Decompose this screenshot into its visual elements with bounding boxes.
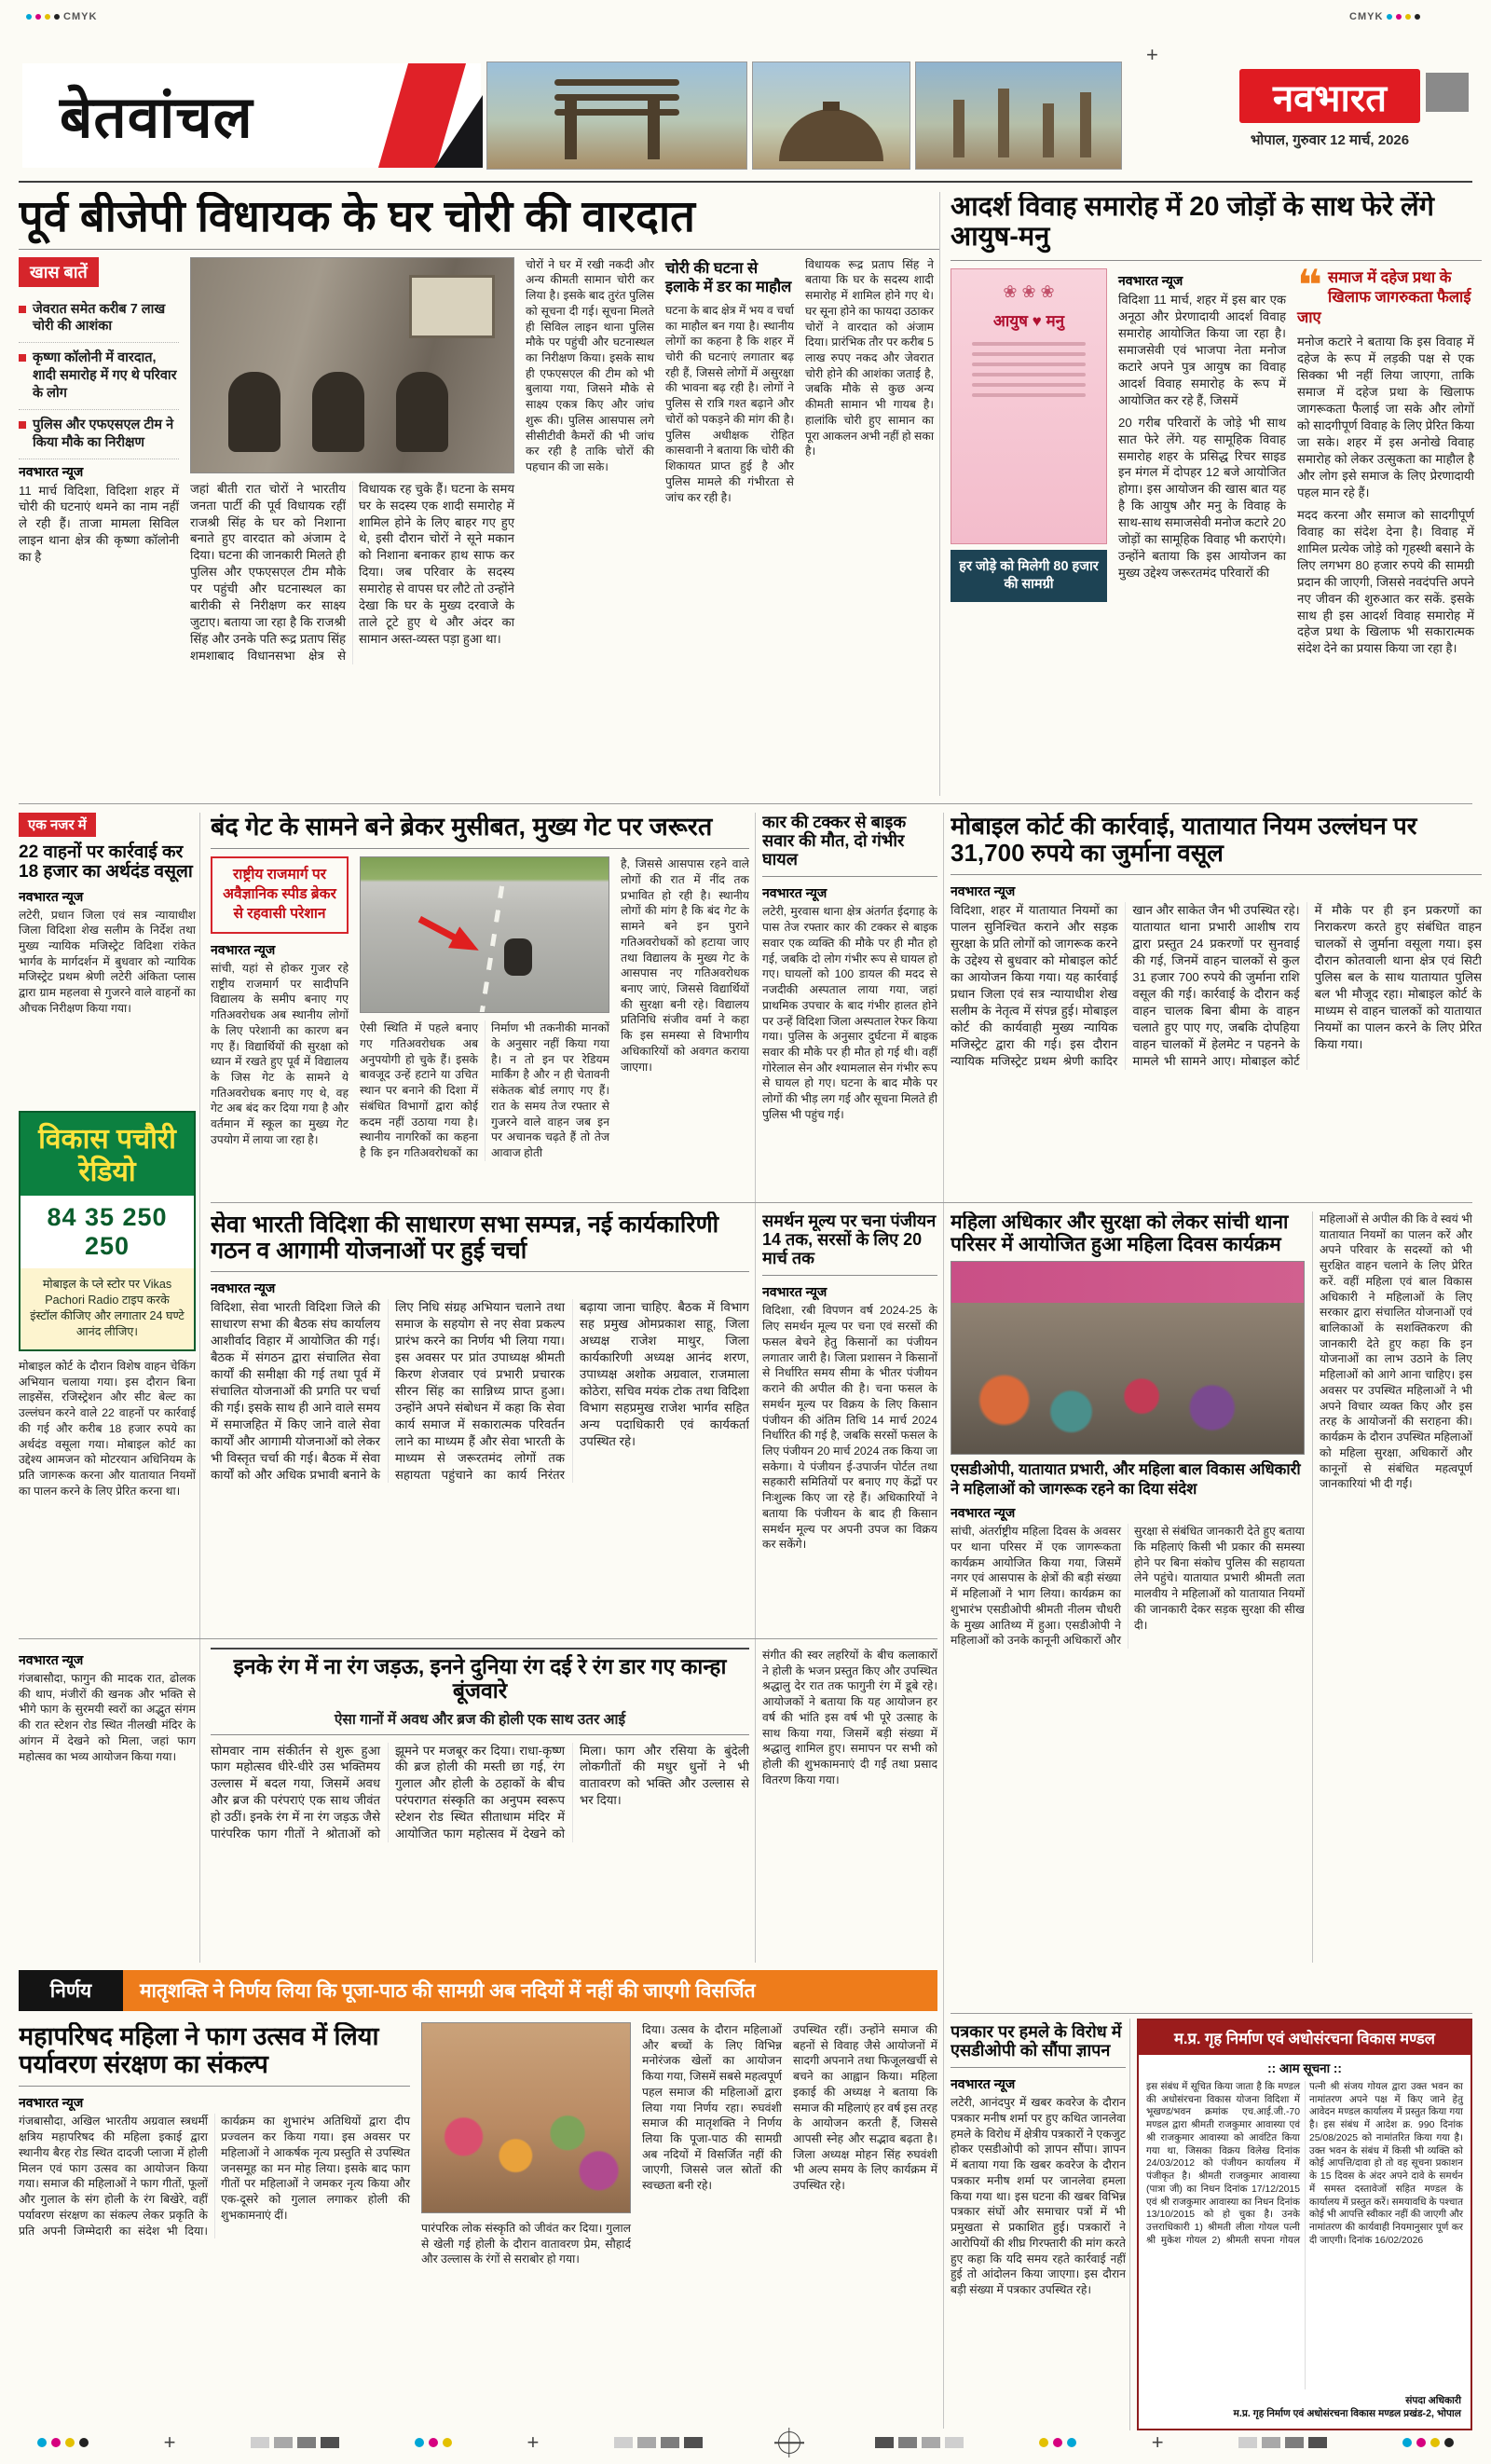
edition-nameplate [22,63,481,168]
masthead-photo-stupa-dome [752,62,910,170]
notice-box [1137,2019,1472,2430]
black-dot-icon [79,2438,89,2447]
card-text-line-shape [972,393,1086,397]
yellow-dot-icon [45,14,50,20]
bullet-marker-icon [19,421,26,429]
gray-scale-group [251,2437,339,2448]
column-divider [943,813,944,2429]
gray-patch-icon [1285,2437,1304,2448]
highlight-item [19,410,179,459]
rule [211,1202,1472,1203]
patrakar-headline: पत्रकार पर हमले के विरोध में एसडीओपी को सौंपा ज्ञापन [951,2022,1122,2060]
gray-patch-icon [898,2437,917,2448]
article-body-columns: गंजबासौदा, अखिल भारतीय अग्रवाल स्त्रधर्मी क्षत्रिय महापरिषद की महिला इकाई द्वारा स्थानीय बैरह रोड स्थित दादजी प्लाजा में होली मिलन एवं फाग उत्सव का आयोजन किया गया। समाज की महिलाओं ने फाग गीतों, फूलों और गुलाल के संग होली के रंग बिखेरे, वहीं पर्यावरण संरक्षण का संकल्प लेकर प्रकृति के प्रति अपनी जिम्मेदारी का संदेश भी दिया। कार्यक्रम का शुभारंभ अतिथियों द्वारा दीप प्रज्वलन कर किया गया। इस अवसर पर महिलाओं ने आकर्षक नृत्य प्रस्तुति से उपस्थित जनसमूह का मन मोह लिया। इसके बाद फाग गीतों पर महिलाओं ने जमकर नृत्य किया और एक-दूसरे को गुलाल लगाकर होली की शुभकामनाएं दीं। [19,2115,410,2238]
article-body-column: घटना के बाद क्षेत्र में भय व चर्चा का माहौल बन गया है। स्थानीय लोगों का कहना है कि शहर में चोरी की घटनाएं लगातार बढ़ रही हैं, जिससे लोगों में असुरक्षा की भावना बढ़ रही है। लोगों ने पुलिस से रात्रि गश्त बढ़ाने और चोरों को पकड़ने की मांग की है। पुलिस अधीक्षक रोहित कासवानी ने बताया कि चोरी की शिकायत प्राप्त हुई है और पुलिस मामले की गंभीरता से जांच कर रही है। [665,303,794,504]
article-mahila-diwas [951,1211,1305,1963]
gray-patch-icon [661,2437,679,2448]
ad-title: विकास पचौरी रेडियो [38,1124,176,1187]
article-mahaparishad [19,2022,937,2429]
bullet-marker-icon [19,354,26,362]
ruin-pillar-icon [953,100,964,157]
nirnay-bar [19,1970,937,2011]
byline: नवभारत न्यूज [951,2076,1016,2092]
byline: नवभारत न्यूज [19,1652,84,1667]
article-phag-left-column [19,1648,196,1963]
column-divider [939,192,940,796]
highlights-box [19,257,179,664]
magenta-dot-icon [1396,14,1402,20]
stupa-finial-icon [823,102,840,111]
wedding-invitation-card [951,268,1107,544]
article-body-column: 20 गरीब परिवारों के जोड़े भी साथ सात फेरे लेंगे. यह सामूहिक विवाह समारोह शहर के प्रसिद्ध रिचर साइड इन मंगल में दोपहर 12 बजे आयोजित होगा। इस आयोजन की खास बात यह है कि आयुष और मनु के विवाह के साथ-साथ समाजसेवी मनोज कटारे 20 जोड़ों का सामूहिक विवाह भी कराएंगे। उन्होंने बताया कि इस आयोजन का मुख्य उद्देश्य जरूरतमंद परिवारों की [1118,415,1286,581]
fold-mark-icon: + [1146,43,1158,66]
article-theft-main [19,192,939,796]
byline: नवभारत न्यूज [1118,272,1183,288]
rule [19,249,939,250]
print-color-bar [37,2430,1454,2455]
card-text-line-shape [972,383,1086,387]
article-body-column: मोबाइल कोर्ट के दौरान विशेष वाहन चेकिंग अभियान चलाया गया। इस दौरान बिना लाइसेंस, रजिस्ट्रेशन और सीट बेल्ट का उल्लंघन करने वाले 22 वाहनों पर कार्रवाई की गई और करीब 18 हजार रुपये का अर्थदंड वसूला गया। मोबाइल कोर्ट का उद्देश्य आमजन को मोटरयान अधिनियम के प्रति जागरूक करना और यातायात नियमों का पालन करने के लिए प्रेरित करना था। [19,1360,196,1498]
yellow-dot-icon [65,2438,75,2447]
print-registration-mark-top-right [1349,11,1420,22]
notice-signatory-title: संपदा अधिकारी [1405,2395,1461,2407]
reg-label: CMYK [63,11,98,22]
cyan-dot-icon [1402,2438,1412,2447]
mobile-court-headline: मोबाइल कोर्ट की कार्रवाई, यातायात नियम उल्लंघन पर 31,700 रुपये का जुर्माना वसूल [951,813,1417,868]
section-label: एक नजर में [19,813,96,837]
ad-description: मोबाइल के प्ले स्टोर पर Vikas Pachori Radio टाइप करके इंस्टॉल कीजिए और लगातार 24 घण्टे आनंद लीजिए। [21,1268,194,1349]
article-intro: 11 मार्च विदिशा, विदिशा शहर में चोरी की घटनाएं थमने का नाम नहीं ले रही हैं। ताजा मामला सिविल लाइन थाना क्षेत्र की कृष्णा कॉलोनी का है [19,483,179,565]
print-registration-mark-top-left [26,11,97,22]
article-body-column: गंजबासौदा, फागुन की मादक रात, ढोलक की थाप, मंजीरों की खनक और भक्ति से भीगे फाग के सुरमयी स्वरों का अद्भुत संगम की रात स्टेशन रोड स्थित नीलखी मंदिर के आंगन में देखने को मिला, जहां फाग महोत्सव का भव्य आयोजन किया गया। [19,1672,196,1763]
paper-logo [1239,69,1420,123]
color-dot-group [415,2438,452,2447]
photo-window-shape [409,275,495,338]
ad-box [19,1111,196,1351]
article-body-column: विधायक रूद्र प्रताप सिंह ने बताया कि घर के सदस्य शादी समारोह में शामिल होने गए थे। घर सूना होने का फायदा उठाकर चोरों ने वारदात को अंजाम दिया। प्रारंभिक तौर पर करीब 5 लाख रुपए नकद और जेवरात चोरी होने की आशंका जताई है, जबकि मौके से कुछ अन्य कीमती सामान भी गायब है। हालांकि चोरी हुए सामान का पूरा आकलन अभी नहीं हो सका है। [805,257,934,459]
notice-header: म.प्र. गृह निर्माण एवं अधोसंरचना विकास मण्डल [1139,2020,1470,2055]
card-text-line-shape [972,342,1086,346]
photo-person-shape [228,372,280,452]
gray-patch-icon [922,2437,940,2448]
phag-subhead: ऐसा गानों में अवध और ब्रज की होली एक साथ उतर आई [334,1711,626,1728]
gray-patch-icon [321,2437,339,2448]
rule [762,1275,937,1276]
byline: नवभारत न्यूज [951,1505,1016,1521]
article-text-column [665,257,794,664]
article-body-columns: विदिशा, सेवा भारती विदिशा जिले की साधारण सभा की बैठक संघ कार्यालय आशीर्वाद विहार में आयोजित की गई। बैठक में संगठन द्वारा संचालित सेवा कार्यों की समीक्षा की गई तथा पूर्व में संचालित योजनाओं की प्रगति पर चर्चा की गई। इसके साथ ही आने वाले समय में समाजहित में किए जाने वाले सेवा कार्यों और आगामी योजनाओं को लेकर भी विस्तृत चर्चा की गई। बैठक में सेवा कार्यों को और अधिक प्रभावी बनाने के लिए निधि संग्रह अभियान चलाने तथा समाज के सहयोग से नए सेवा प्रकल्प प्रारंभ करने का निर्णय भी लिया गया। इस अवसर पर प्रांत उपाध्यक्ष श्रीमती किरण शेजवार एवं प्रभारी प्रचारक सीरन सिंह का सान्निध्य प्राप्त हुआ। उन्होंने अपने संबोधन में कहा कि सेवा कार्य समाज में सकारात्मक परिवर्तन लाने का माध्यम हैं और सेवा भारती के माध्यम से जरूरतमंद लोगों तक सहायता पहुंचाने का कार्य निरंतर बढ़ाया जाना चाहिए. बैठक में विभाग सह प्रमुख ओमप्रकाश साहू, जिला अध्यक्ष राजेश माथुर, जिला कार्यकारिणी अध्यक्ष आनंद शरण, उपाध्यक्ष अशोक अग्रवाल, राजमाला कोठेरा, सचिव मयंक टोक तथा विदिशा विभाग सहप्रमुख राजेश भार्गव सहित अन्य पदाधिकारी एवं कार्यकर्ता उपस्थित रहे। [211,1300,749,1482]
article-body-column: विदिशा, रबी विपणन वर्ष 2024-25 के लिए समर्थन मूल्य पर चना एवं सरसों की फसल बेचने हेतु किसानों का पंजीयन लगातार जारी है। जिला प्रशासन ने किसानों से निर्धारित समय सीमा के भीतर पंजीयन कराने की अपील की है। चना फसल के समर्थन मूल्य पर विक्रय के लिए किसान पंजीयन की अंतिम तिथि 14 मार्च 2024 निर्धारित की गई है, जबकि सरसों फसल के लिए पंजीयन 20 मार्च 2024 तक किया जा सकेगा। ये पंजीयन ई-उपार्जन पोर्टल तथा सहकारी समितियों पर बनाए गए केंद्रों पर निःशुल्क किए जा रहे हैं। अधिकारियों ने बताया कि पंजीयन के बाद ही किसान समर्थन मूल्य पर अपनी उपज का विक्रय कर सकेंगे। [762,1304,937,1552]
fold-mark-icon: + [527,2430,540,2454]
article-subhead: एसडीओपी, यातायात प्रभारी, और महिला बाल विकास अधिकारी ने महिलाओं को जागरूक रहने का दिया संदेश [951,1461,1301,1498]
article-body-columns: सांची, अंतर्राष्ट्रीय महिला दिवस के अवसर पर थाना परिसर में एक जागरूकता कार्यक्रम आयोजित किया गया, जिसमें नगर एवं आसपास के क्षेत्रों की बड़ी संख्या में महिलाओं ने भाग लिया। कार्यक्रम का शुभारंभ एसडीओपी श्रीमती नीलम चौधरी के मुख्य आतिथ्य में हुआ। एसडीओपी ने महिलाओं को उनके कानूनी अधिकारों और सुरक्षा से संबंधित जानकारी देते हुए बताया कि महिलाएं किसी भी प्रकार की समस्या होने पर बिना संकोच पुलिस की सहायता लेने पहुंचे। यातायात प्रभारी श्रीमती लता मालवीय ने महिलाओं को यातायात नियमों की जानकारी देकर सड़क सुरक्षा की सीख दी। [951,1525,1305,1648]
column-divider [1129,2019,1130,2430]
article-text-column [526,257,654,664]
article-body-column: महिलाओं से अपील की कि वे स्वयं भी यातायात नियमों का पालन करें और अपने परिवार के सदस्यों को भी सुरक्षित वाहन चलाने के लिए प्रेरित करें. वहीं महिला एवं बाल विकास अधिकारी ने महिलाओं के लिए सरकार द्वारा संचालित योजनाओं एवं बालिकाओं के सशक्तिकरण की जानकारी देते हुए कहा कि इन योजनाओं का लाभ उठाने के लिए महिलाओं को आगे आना चाहिए। इस अवसर पर उपस्थित महिलाओं ने भी अपने विचार व्यक्त किए और इस तरह के आयोजनों की सराहना की। कार्यक्रम के दौरान उपस्थित महिलाओं को महिला सुरक्षा, अधिकारों और कानूनों से संबंधित महत्वपूर्ण जानकारियां भी दी गईं। [1320,1212,1472,1491]
article-body-column: है, जिससे आसपास रहने वाले लोगों की रात में नींद तक प्रभावित हो रही है। स्थानीय लोगों की मांग है कि बंद गेट के सामने बने इन पुराने गतिअवरोधकों को हटाया जाए तथा विद्यालय के मुख्य गेट के आसपास नए गतिअवरोधक बनाए जाएं, जिससे विद्यार्थियों की सुरक्षा बनी रहे। विद्यालय प्रतिनिधि संजीव वर्मा ने कहा कि इस समस्या से विभागीय अधिकारियों को अवगत कराया जाएगा। [621,857,749,1074]
gray-patch-icon [684,2437,703,2448]
article-seva-bharti [211,1211,749,1633]
mahaparishad-headline: महापरिषद महिला ने फाग उत्सव में लिया पर्यावरण संरक्षण का संकल्प [19,2022,379,2079]
cyan-dot-icon [415,2438,424,2447]
cyan-dot-icon [1067,2438,1076,2447]
byline: नवभारत न्यूज [762,1284,828,1300]
rule [951,2067,1126,2068]
column-divider [199,813,200,1963]
mahila-diwas-photo [951,1261,1305,1455]
gateway-beam-icon [554,79,678,86]
magenta-dot-icon [429,2438,438,2447]
stupa-dome-icon [779,109,883,161]
card-text-line-shape [972,363,1086,366]
article-car-accident [762,813,937,1195]
card-couple-names: आयुष ♥ मनु [992,311,1065,330]
highlights-label: खास बातें [19,257,99,287]
article-body-column: संगीत की स्वर लहरियों के बीच कलाकारों ने होली के भजन प्रस्तुत किए और उपस्थित श्रद्धालु देर रात तक फागुनी रंग में डूबे रहे। आयोजकों ने बताया कि यह आयोजन हर वर्ष की भांति इस वर्ष भी पूरे उत्साह के साथ किया गया, जिसमें बड़ी संख्या में श्रद्धालु शामिल हुए। समापन पर सभी को होली की शुभकामनाएं दी गईं तथा प्रसाद वितरण किया गया। [762,1649,937,1786]
yellow-dot-icon [443,2438,452,2447]
magenta-dot-icon [1053,2438,1062,2447]
article-body-column: मनोज कटारे ने बताया कि इस विवाह में दहेज के रूप में लड़की पक्ष से एक सिक्का भी नहीं लिया जाएगा, ताकि समाज में दहेज प्रथा के खिलाफ जागरूकता फैलाई जा सके और लोगों को सादगीपूर्ण विवाह के लिए प्रेरित किया जा सके। शहर में इस अनोखे विवाह समारोह को लेकर उत्सुकता का माहौल है और लोग इसे समाज के लिए प्रेरणादायी पहल मान रहे हैं। [1297,335,1474,500]
main-headline: पूर्व बीजेपी विधायक के घर चोरी की वारदात [19,192,695,240]
gray-patch-icon [637,2437,656,2448]
road-lane-marking-shape [479,886,504,1014]
article-text-column [642,2022,782,2267]
mahila-diwas-headline: महिला अधिकार और सुरक्षा को लेकर सांची थाना परिसर में आयोजित हुआ महिला दिवस कार्यक्रम [951,1211,1289,1255]
ruin-pillar-icon [1043,103,1054,157]
article-text-column [1118,268,1286,657]
gateway-pillar-icon [565,98,577,159]
byline: नवभारत न्यूज [19,888,84,904]
magenta-dot-icon [1416,2438,1426,2447]
yellow-dot-icon [1430,2438,1440,2447]
byline: नवभारत न्यूज [951,883,1016,899]
road-speed-breaker-photo [360,856,609,1013]
gray-patch-icon [1262,2437,1280,2448]
nirnay-text: मातृशक्ति ने निर्णय लिया कि पूजा-पाठ की सामग्री अब नदियों में नहीं की जाएगी विसर्जित [123,1970,937,2011]
article-kicker-column [211,856,349,1160]
ruin-pillar-icon [1080,92,1091,157]
article-body-column: ऐसी स्थिति में पहले बनाए गए गतिअवरोधक अब अनुपयोगी हो चुके हैं। इसके बावजूद उन्हें हटाने या उचित स्थान पर बनाने की दिशा में संबंधित विभागों द्वारा कोई कदम नहीं उठाया गया है। स्थानीय नागरिकों का कहना है कि इन गतिअवरोधकों का निर्माण भी तकनीकी मानकों के अनुसार नहीं किया गया है। न तो इन पर रेडियम मार्किंग है और न ही चेतावनी संकेतक बोर्ड लगाए गए हैं। रात के समय तेज रफ्तार से गुजरने वाले वाहन जब इन पर अचानक चढ़ते हैं तो तेज आवाज होती [360,1021,609,1159]
yellow-dot-icon [1039,2438,1048,2447]
article-phag-main [211,1648,749,1963]
article-body-column: मदद करना और समाज को सादगीपूर्ण विवाह का संदेश देना है। विवाह में शामिल प्रत्येक जोड़े को गृहस्थी बसाने के लिए लगभग 80 हजार रुपये की सामग्री प्रदान की जाएगी, जिससे नवदंपत्ति अपने नए जीवन की शुरुआत कर सकें. इसके साथ ही इस आदर्श विवाह समारोह में दहेज प्रथा के खिलाफ भी सकारात्मक संदेश देने का प्रयास किया जा रहा है। [1297,507,1474,656]
byline: नवभारत न्यूज [19,463,84,479]
article-mahila-diwas-continued [1320,1211,1472,1963]
magenta-dot-icon [35,14,41,20]
article-subhead: चोरी की घटना से इलाके में डर का माहौल [665,259,792,296]
card-ornament: ❀ ❀ ❀ [1003,281,1055,301]
notice-subheader: :: आम सूचना :: [1267,2061,1342,2075]
highlight-text: कृष्णा कॉलोनी में वारदात, शादी समारोह में गए थे परिवार के लोग [33,350,177,401]
black-dot-icon [54,14,60,20]
seva-bharti-headline: सेवा भारती विदिशा की साधारण सभा सम्पन्न, नई कार्यकारिणी गठन व आगामी योजनाओं पर हुई चर्चा [211,1211,719,1264]
event-banner-shape [951,1262,1304,1303]
article-body-column: उपस्थित रहीं। उन्होंने समाज की बहनों से विवाह जैसे आयोजनों में सादगी अपनाने तथा फिजूलखर्ची से बचने का आह्वान किया। महिला इकाई की अध्यक्ष ने बताया कि समाज की महिलाएं हर वर्ष इस तरह के आयोजन करती हैं, जिससे आपसी स्नेह और सद्भाव बढ़ता है। जिला अध्यक्ष मोहन सिंह रुघवंशी भी अल्प समय के लिए कार्यक्रम में उपस्थित रहे। [793,2023,937,2193]
msp-headline: समर्थन मूल्य पर चना पंजीयन 14 तक, सरसों के लिए 20 मार्च तक [762,1211,937,1268]
photo-person-shape [312,372,364,452]
article-mobile-court [951,813,1482,1195]
gateway-beam-icon [554,109,678,116]
speed-breaker-arrow-icon [414,909,485,962]
article-body-column: विदिशा 11 मार्च, शहर में इस बार एक अनूठा और प्रेरणादायी आदर्श विवाह समारोह आयोजित किया जा रहा है। समाजसेवी एवं भाजपा नेता मनोज कटारे अपने पुत्र आयुष का विवाह आदर्श विवाह समारोह के रूप में आयोजित कर रहे हैं, जिसमें [1118,292,1286,407]
magenta-dot-icon [51,2438,61,2447]
phag-headline-block [211,1648,749,1735]
rule [19,2086,410,2087]
registration-crosshair-icon [778,2431,800,2454]
highlight-item [19,294,179,344]
masthead-photo-ruins [915,62,1122,170]
highlight-item [19,343,179,410]
rule [762,876,937,877]
cyan-dot-icon [37,2438,47,2447]
article-body-column: पारंपरिक लोक संस्कृति को जीवंत कर दिया। गुलाल से खेली गई होली के दौरान वातावरण प्रेम, सौहार्द और उल्लास के रंगों से सराबोर हो गया। [421,2222,631,2266]
article-patrakar-protest [951,2022,1126,2429]
wedding-card-column [951,268,1107,657]
byline: नवभारत न्यूज [19,2095,84,2111]
highlight-text: पुलिस और एफएसएल टीम ने किया मौके का निरीक्षण [33,417,174,450]
print-density-box [1426,73,1469,112]
byline: नवभारत न्यूज [762,885,828,901]
article-speed-breaker [211,813,749,1195]
breaker-headline: बंद गेट के सामने बने ब्रेकर मुसीबत, मुख्य गेट पर जरूरत [211,813,713,841]
bullet-marker-icon [19,306,26,313]
gray-patch-icon [297,2437,316,2448]
quote-mark-icon: ❝ [1297,260,1322,309]
article-ek-nazar-continued [19,1359,196,1635]
black-dot-icon [1444,2438,1454,2447]
gray-patch-icon [1308,2437,1327,2448]
article-adarsh-vivah [951,192,1482,796]
ruin-pillar-icon [998,89,1009,157]
article-body-column: लटेरी, प्रधान जिला एवं सत्र न्यायाधीश जिला विदिशा शेख सलीम के निर्देश तथा मुख्य न्यायिक मजिस्ट्रेट विदिशा रांकेत भार्गव के मार्गदर्शन में बुधवार को न्यायिक मजिस्ट्रेट प्रथम श्रेणी लटेरी अंकिता प्लास द्वारा ग्राम महलवा से गुजरने वाले वाहनों का औचक निरीक्षण किया गया। [19,908,196,1015]
article-msp-registration [762,1211,937,1633]
article-text-column [621,856,749,1160]
article-phag-side-column [762,1648,937,1963]
article-body-column: जहां बीती रात चोरों ने भारतीय जनता पार्टी की पूर्व विधायक रहीं राजश्री सिंह के घर को निशाना बनाते हुए वारदात को अंजाम दे दिया। घटना की जानकारी मिलते ही पुलिस और एफएसएल टीम मौके पर पहुंची और घटनास्थल का बारीकी से निरीक्षण कर साक्ष्य जुटाए। बताया जा रहा है कि राजश्री सिंह और उनके पति रूद्र प्रताप सिंह शमशाबाद विधानसभा क्षेत्र से विधायक रह चुके हैं। घटना के समय घर के सदस्य एक शादी समारोह में शामिल होने के लिए बाहर गए हुए थे, इसी दौरान चोरों ने सूने मकान को निशाना बनाकर हाथ साफ कर दिया। जब परिवार के सदस्य समारोह से वापस घर लौटे तो उन्होंने देखा कि घर के मुख्य दरवाजे के ताले टूटे हुए थे और अंदर का सामान अस्त-व्यस्त पड़ा हुआ था। [190,481,514,664]
nameplate-black-triangle [434,95,483,168]
accident-headline: कार की टक्कर से बाइक सवार की मौत, दो गंभीर घायल [762,813,907,869]
notice-signature [1139,2391,1470,2429]
gateway-pillar-icon [648,98,660,159]
notice-signatory-org: म.प्र. गृह निर्माण एवं अधोसंरचना विकास मण्डल प्रखंड-2, भोपाल [1233,2408,1461,2420]
edition-dateline: भोपाल, गुरुवार 12 मार्च, 2026 [1250,132,1410,148]
color-dot-group [1402,2438,1454,2447]
masthead-photo-strip [486,62,1128,170]
rule [19,1638,937,1639]
theft-story-photo [190,257,514,473]
byline: नवभारत न्यूज [211,942,276,957]
card-text-line-shape [972,352,1086,356]
edition-title: बेतवांचल [60,86,253,150]
article-text-column [805,257,934,664]
nirnay-label: निर्णय [19,1970,123,2011]
gray-patch-icon [875,2437,894,2448]
gray-scale-group [875,2437,964,2448]
yellow-dot-icon [1405,14,1411,20]
pull-quote: समाज में दहेज प्रथा के खिलाफ जागरुकता फैलाई जाए [1297,268,1471,326]
gray-patch-icon [274,2437,293,2448]
column-divider [1312,1211,1313,1963]
cyan-dot-icon [26,14,32,20]
rule [211,848,749,849]
gray-scale-group [1238,2437,1327,2448]
article-body-column: दिया। उत्सव के दौरान महिलाओं और बच्चों के लिए विभिन्न मनोरंजक खेलों का आयोजन किया गया, जिसमें सबसे महत्वपूर्ण पहल समाज की महिलाओं द्वारा लिया गया निर्णय रहा। रुघवंशी समाज की मातृशक्ति ने निर्णय लिया कि पूजा-पाठ की सामग्री अब नदियों में विसर्जित नहीं की जाएगी, जिससे जल स्रोतों की स्वच्छता बनी रहे। [642,2023,782,2193]
ek-nazar-headline: 22 वाहनों पर कार्रवाई कर 18 हजार का अर्थदंड वसूला [19,842,193,883]
article-body-column: लटेरी, आनंदपुर में खबर कवरेज के दौरान पत्रकार मनीष शर्मा पर हुए कथित जानलेवा हमले के विरोध में क्षेत्रीय पत्रकारों ने एकजुट होकर एसडीओपी को ज्ञापन सौंपा। ज्ञापन में बताया गया कि खबर कवरेज के दौरान पत्रकार मनीष शर्मा पर जानलेवा हमला किया गया था। इस घटना की खबर विभिन्न पत्रकार संघों और समाचार पत्रों में भी प्रमुखता से प्रकाशित हुई। पत्रकारों ने आरोपियों की शीघ्र गिरफ्तारी की मांग करते हुए कहा कि यदि समय रहते कार्रवाई नहीं हुई तो आंदोलन किया जाएगा। इस दौरान बड़ी संख्या में पत्रकार उपस्थित रहे। [951,2096,1126,2296]
phag-headline: इनके रंग में ना रंग जड़ऊ, इनने दुनिया रंग दई रे रंग डार गए कान्हा बूंजवारे [233,1654,727,1703]
article-quote-column [1297,260,1474,657]
column-divider [755,813,756,1963]
kicker-box: राष्ट्रीय राजमार्ग पर अवैज्ञानिक स्पीड ब्रेकर से रहवासी परेशान [211,856,349,934]
public-notice-housing-board [1137,2019,1472,2430]
color-dot-group [37,2438,89,2447]
article-ek-nazar [19,813,196,1103]
card-caption: हर जोड़े को मिलेगी 80 हजार की सामग्री [951,550,1107,602]
masthead-photo-sanchi-gateway [486,62,747,170]
fold-mark-icon: + [1151,2430,1164,2454]
highlight-text: जेवरात समेत करीब 7 लाख चोरी की आशंका [33,301,166,335]
motorcycle-shape [504,938,532,976]
rule [211,1271,749,1272]
gray-patch-icon [251,2437,269,2448]
gray-patch-icon [945,2437,964,2448]
article-body-column: चोरों ने घर में रखी नकदी और अन्य कीमती सामान चोरी कर लिया है। इसके बाद तुरंत पुलिस को सूचना दी गई। सूचना मिलते ही सिविल लाइन थाना पुलिस मौके पर पहुंची और घटनास्थल का निरीक्षण किया। इसके साथ ही एफएसएल की टीम को भी बुलाया गया, जिसने मौके से साक्ष्य एकत्र किए और जांच शुरू की। पुलिस आसपास लगे सीसीटीवी कैमरों की भी जांच कर रही है ताकि चोरों की पहचान की जा सके। [526,257,654,473]
gray-patch-icon [614,2437,633,2448]
byline: नवभारत न्यूज [211,1280,276,1295]
color-dot-group [1039,2438,1076,2447]
fold-mark-icon: + [163,2430,176,2454]
advertisement-radio [19,1111,196,1351]
article-body-columns: सोमवार नाम संकीर्तन से शुरू हुआ फाग महोत्सव धीरे-धीरे उस भक्तिमय उल्लास में बदल गया, जिसमें अवध और ब्रज की परंपराएं एक साथ जीवंत हो उठीं। इनके रंग में ना रंग जड़ऊ जैसे पारंपरिक फाग गीतों ने श्रोताओं को झूमने पर मजबूर कर दिया। राधा-कृष्ण की ब्रज होली की मस्ती छा गई, रंग गुलाल और होली के ठहाकों के बीच परंपरागत संस्कृति का अनुपम स्वरूप स्टेशन रोड स्थित सीताधाम मंदिर में आयोजित फाग महोत्सव में देखने को मिला। फाग और रसिया के बुंदेली लोकगीतों की मधुर धुनों ने भी वातावरण को भक्ति और उल्लास से भर दिया। [211,1743,749,1841]
gray-scale-group [614,2437,703,2448]
paper-logo-text: नवभारत [1272,77,1388,119]
masthead [22,60,1469,173]
gateway-beam-icon [554,94,678,101]
decision-strip [19,1970,937,2011]
phag-utsav-photo [421,2022,631,2213]
article-body-column: सांची, यहां से होकर गुजर रहे राष्ट्रीय राजमार्ग पर सादीपनि विद्यालय के समीप बनाए गए गतिअवरोधक अब स्थानीय लोगों के लिए परेशानी का कारण बन गए हैं। विद्यार्थियों की सुरक्षा को ध्यान में रखते हुए पूर्व में विद्यालय के जिस गेट के सामने ये गतिअवरोधक बनाए गए थे, वह गेट अब बंद कर दिया गया है और वर्तमान में स्कूल का मुख्य गेट उपयोग में लाया जा रहा है। [211,962,349,1146]
article-text-column [793,2022,937,2267]
card-text-line-shape [972,373,1086,376]
gray-patch-icon [1238,2437,1257,2448]
reg-label: CMYK [1349,11,1384,22]
article-headline-column [19,2022,410,2267]
article-body-column: लटेरी, मुरवास थाना क्षेत्र अंतर्गत ईदगाह के पास तेज रफ्तार कार की टक्कर से बाइक सवार एक व्यक्ति की मौके पर ही मौत हो गई, जबकि दो लोग गंभीर रूप से घायल हो गए। घायलों को 100 डायल की मदद से नजदीकी अस्पताल लाया गया, जहां प्राथमिक उपचार के बाद गंभीर हालत होने पर उन्हें विदिशा जिला अस्पताल रेफर किया गया। पुलिस के अनुसार दुर्घटना में बाइक सवार की मौके पर ही मौत हो गई थी। वहीं गोरेलाल सेन और श्यामलाल सेन गंभीर रूप से घायल हो गए। घटना के बाद मौके पर लोगों की भीड़ लग गई और सूचना मिलते ही पुलिस भी पहुंच गई। [762,905,937,1121]
notice-body-text: इस संबंध में सूचित किया जाता है कि मण्डल की अधोसंरचना विकास योजना विदिशा में भूखण्ड/भवन क्रमांक एच.आई.जी.-70 मण्डल द्वारा श्रीमती राजकुमार आवास्या एवं श्री राजकुमार आवास्या को आवंटित किया गया था, जिसका विक्रय विलेख दिनांक 24/03/2012 को पंजीयन कार्यालय में पंजीकृत है। श्रीमती राजकुमार आवास्या (पात्रा जी) का निधन दिनांक 17/12/2015 एवं श्री राजकुमार आवास्या का निधन दिनांक 13/10/2015 को हो चुका है। उनके उत्तराधिकारी 1) श्रीमती लीला गोयल पत्नी श्री मुकेश गोयल 2) श्रीमती सपना गोयल पत्नी श्री संजय गोयल द्वारा उक्त भवन का नामांतरण अपने पक्ष में किए जाने हेतु आवेदन मण्डल कार्यालय में प्रस्तुत किया गया है। इस संबंध में आदेश क्र. 990 दिनांक 25/08/2025 को नामांतरित किया गया है। उक्त भवन के संबंध में किसी भी व्यक्ति को कोई आपत्ति/दावा हो तो वह सूचना प्रकाशन के 15 दिवस के अंदर अपने दावे के समर्थन में समस्त दस्तावेजों सहित मण्डल के कार्यालय में प्रस्तुत करें। समयावधि के पश्चात कोई भी आपत्ति स्वीकार नहीं की जाएगी और नामांतरण की कार्यवाही नियमानुसार पूर्ण कर दी जाएगी। दिनांक 16/02/2026 [1146,2082,1463,2246]
rule [19,803,1472,804]
cyan-dot-icon [1387,14,1392,20]
photo-person-shape [396,372,448,452]
rule [951,2013,1472,2014]
ad-phone-number: 84 35 250 250 [21,1196,194,1268]
article-photo-column [360,856,609,1160]
article-photo-column [421,2022,631,2267]
article-photo-column [190,257,514,664]
rule [951,260,1482,261]
wedding-headline: आदर्श विवाह समारोह में 20 जोड़ों के साथ फेरे लेंगे आयुष-मनु [951,192,1434,253]
black-dot-icon [1415,14,1420,20]
rule [951,874,1482,875]
masthead-rule [19,181,1472,183]
article-body-columns: विदिशा, शहर में यातायात नियमों का पालन सुनिश्चित कराने और सड़क सुरक्षा के प्रति लोगों को जागरूक करने के उद्देश्य से बुधवार को मोबाइल कोर्ट का आयोजन किया गया। यह कार्रवाई प्रधान जिला एवं सत्र न्यायाधीश शेख सलीम के नेतृत्व में संपन्न हुई। मोबाइल कोर्ट की कार्यवाही मुख्य न्यायिक मजिस्ट्रेट द्वारा की गई। इस दौरान न्यायिक मजिस्ट्रेट प्रथम श्रेणी कादिर खान और साकेत जैन भी उपस्थित रहे। यातायात थाना प्रभारी आशीष राय द्वारा प्रस्तुत 24 प्रकरणों पर सुनवाई की गई, जिनमें वाहन चालकों से कुल 31 हजार 700 रुपये की जुर्माना राशि वसूल की गई। कार्रवाई के दौरान कई वाहन चालक बिना बीमा के वाहन चलाते हुए पाए गए, जबकि दोपहिया वाहन चालकों में हेलमेट न पहनने के मामले भी सामने आए। मोबाइल कोर्ट में मौके पर ही इन प्रकरणों का निराकरण करते हुए संबंधित वाहन चालकों से जुर्माना वसूला गया। इस दौरान कोतवाली थाना क्षेत्र एवं सिटी पुलिस बल के साथ यातायात पुलिस बल भी मौजूद रहा। मोबाइल कोर्ट के माध्यम से वाहन चालकों को यातायात नियमों का पालन करने के लिए प्रेरित किया गया। [951,903,1482,1068]
